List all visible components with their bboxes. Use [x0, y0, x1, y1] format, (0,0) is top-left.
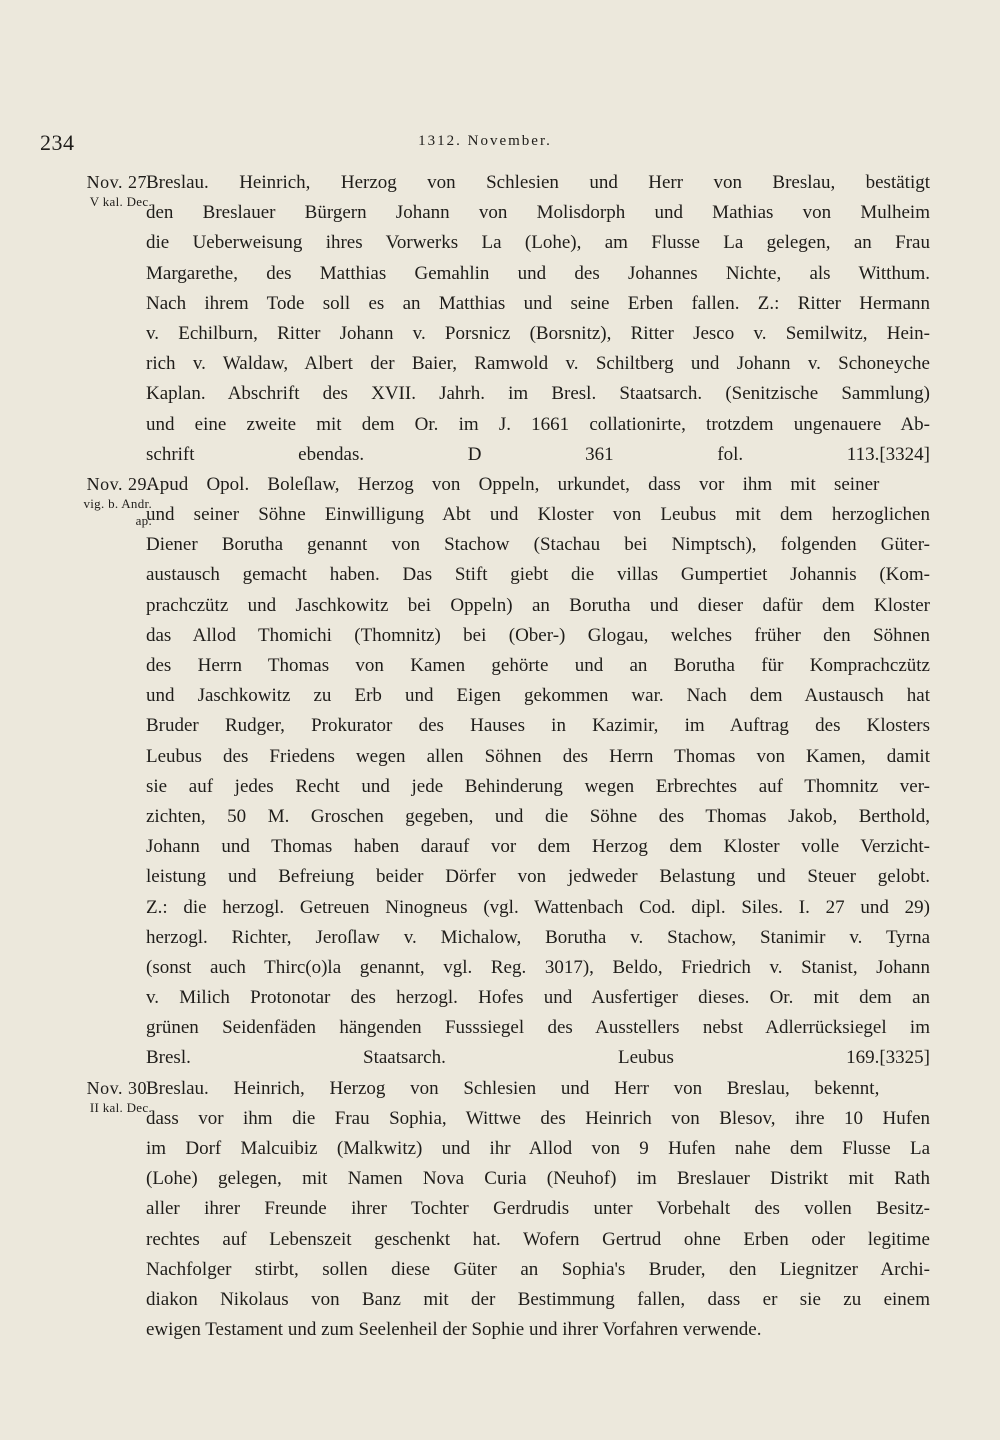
- text-line: (Lohe) gelegen, mit Namen Nova Curia (Neuhof) im Breslauer Distrikt mit Rath: [146, 1168, 930, 1190]
- text-line: Bruder Rudger, Prokurator des Hauses in Kazimir, im Auftrag des Klosters: [146, 715, 930, 737]
- text-line: des Herrn Thomas von Kamen gehörte und an Borutha für Komprachczütz: [146, 655, 930, 676]
- text-line: [146, 1043, 930, 1073]
- margin-roman-date: V kal. Dec.: [89, 194, 152, 209]
- regesta-entries: [40, 168, 930, 1345]
- text-line: herzogl. Richter, Jeroſlaw v. Michalow, Borutha v. Stachow, Stanimir v. Tyrna: [146, 926, 930, 948]
- text-line: sie auf jedes Recht und jede Behinderung wegen Erbrechtes auf Thomnitz ver-: [146, 775, 930, 797]
- page-number: 234: [40, 130, 75, 155]
- text-line: dass vor ihm die Frau Sophia, Wittwe des Heinrich von Blesov, ihre 10 Hufen: [146, 1107, 930, 1129]
- text-line: die Ueberweisung ihres Vorwerks La (Lohe), am Flusse La gelegen, an Frau: [146, 232, 930, 254]
- margin-date-note: [40, 473, 152, 529]
- text-line: Diener Borutha genannt von Stachow (Stachau bei Nimptsch), folgenden Güter-: [146, 534, 930, 556]
- text-line: den Breslauer Bürgern Johann von Molisdorph und Mathias von Mulheim: [146, 202, 930, 224]
- text-line: und Jaschkowitz zu Erb und Eigen gekommen war. Nach dem Austausch hat: [146, 685, 930, 707]
- text-line: v. Milich Protonotar des herzogl. Hofes und Ausfertiger dieses. Or. mit dem an: [146, 987, 930, 1009]
- text-line: zichten, 50 M. Groschen gegeben, und die Söhne des Thomas Jakob, Berthold,: [146, 805, 930, 827]
- regest-number: [3325]: [879, 1047, 930, 1069]
- text-line: leistung und Befreiung beider Dörfer von jedweder Belastung und Steuer gelobt.: [146, 866, 930, 888]
- text-line: Nach ihrem Tode soll es an Matthias und seine Erben fallen. Z.: Ritter Hermann: [146, 292, 930, 314]
- entry-text: [146, 470, 930, 1074]
- margin-roman-date: II kal. Dec.: [89, 1099, 152, 1115]
- text-line: grünen Seidenfäden hängenden Fusssiegel des Ausstellers nebst Adlerrücksiegel im: [146, 1017, 930, 1039]
- margin-date: Nov. 29.: [86, 473, 152, 494]
- text-line: austausch gemacht haben. Das Stift giebt die villas Gumpertiet Johannis (Kom-: [146, 564, 930, 586]
- text-line: Nachfolger stirbt, sollen diese Güter an Sophia's Bruder, den Liegnitzer Archi-: [146, 1258, 930, 1280]
- margin-date-note: [40, 1077, 152, 1116]
- text-line: rich v. Waldaw, Albert der Baier, Ramwold v. Schiltberg und Johann v. Schoneyche: [146, 353, 930, 375]
- running-head: 1312. November.: [418, 133, 552, 149]
- text-line: Breslau. Heinrich, Herzog von Schlesien und Herr von Breslau, bestätigt: [146, 172, 930, 193]
- text-line: (sonst auch Thirc(o)la genannt, vgl. Reg. 3017), Beldo, Friedrich v. Stanist, Johann: [146, 956, 930, 978]
- text-line: Margarethe, des Matthias Gemahlin und des Johannes Nichte, als Witthum.: [146, 262, 930, 284]
- entry-text: [146, 168, 930, 470]
- margin-date-note: [40, 171, 152, 210]
- margin-date: Nov. 27.: [86, 172, 152, 192]
- regest-number: [3324]: [879, 443, 930, 465]
- entry-text: [146, 1074, 930, 1346]
- text-line: rechtes auf Lebenszeit geschenkt hat. Wofern Gertrud ohne Erben oder legitime: [146, 1228, 930, 1250]
- regest-entry: [40, 168, 930, 470]
- text-line: v. Echilburn, Ritter Johann v. Porsnicz (Borsnitz), Ritter Jesco v. Semilwitz, Hein-: [146, 322, 930, 344]
- text-line: Apud Opol. Boleſlaw, Herzog von Oppeln, urkundet, dass vor ihm mit seiner: [146, 473, 880, 495]
- text-line: ewigen Testament und zum Seelenheil der Sophie und ihrer Vorfahren verwende.: [146, 1319, 762, 1341]
- text-line: Breslau. Heinrich, Herzog von Schlesien und Herr von Breslau, bekennt,: [146, 1077, 880, 1099]
- page-header: [40, 130, 930, 170]
- regest-entry: [40, 470, 930, 1074]
- margin-date: Nov. 30.: [86, 1077, 152, 1098]
- text-line-content: schrift ebendas. D 361 fol. 113.: [146, 443, 880, 465]
- text-line: Z.: die herzogl. Getreuen Ninogneus (vgl. Wattenbach Cod. dipl. Siles. I. 27 und 29): [146, 896, 930, 918]
- margin-roman-date: vig. b. Andr.: [83, 495, 152, 511]
- text-line: aller ihrer Freunde ihrer Tochter Gerdrudis unter Vorbehalt des vollen Besitz-: [146, 1198, 930, 1220]
- text-line: diakon Nikolaus von Banz mit der Bestimmung fallen, dass er sie zu einem: [146, 1288, 930, 1310]
- text-line: [146, 440, 930, 470]
- text-line: Kaplan. Abschrift des XVII. Jahrh. im Bresl. Staatsarch. (Senitzische Sammlung): [146, 383, 930, 405]
- margin-roman-date: ap.: [135, 512, 152, 528]
- text-line: und eine zweite mit dem Or. im J. 1661 collationirte, trotzdem ungenauere Ab-: [146, 413, 930, 435]
- text-line: prachczütz und Jaschkowitz bei Oppeln) an Borutha und dieser dafür dem Kloster: [146, 594, 930, 616]
- text-line: Johann und Thomas haben darauf vor dem Herzog dem Kloster volle Verzicht-: [146, 836, 930, 858]
- regest-entry: [40, 1074, 930, 1346]
- text-line: Leubus des Friedens wegen allen Söhnen des Herrn Thomas von Kamen, damit: [146, 745, 930, 767]
- text-line-content: Bresl. Staatsarch. Leubus 169.: [146, 1047, 880, 1069]
- text-line: das Allod Thomichi (Thomnitz) bei (Ober-) Glogau, welches früher den Söhnen: [146, 624, 930, 646]
- text-line: und seiner Söhne Einwilligung Abt und Kloster von Leubus mit dem herzoglichen: [146, 504, 930, 526]
- text-line: im Dorf Malcuibiz (Malkwitz) und ihr Allod von 9 Hufen nahe dem Flusse La: [146, 1138, 930, 1159]
